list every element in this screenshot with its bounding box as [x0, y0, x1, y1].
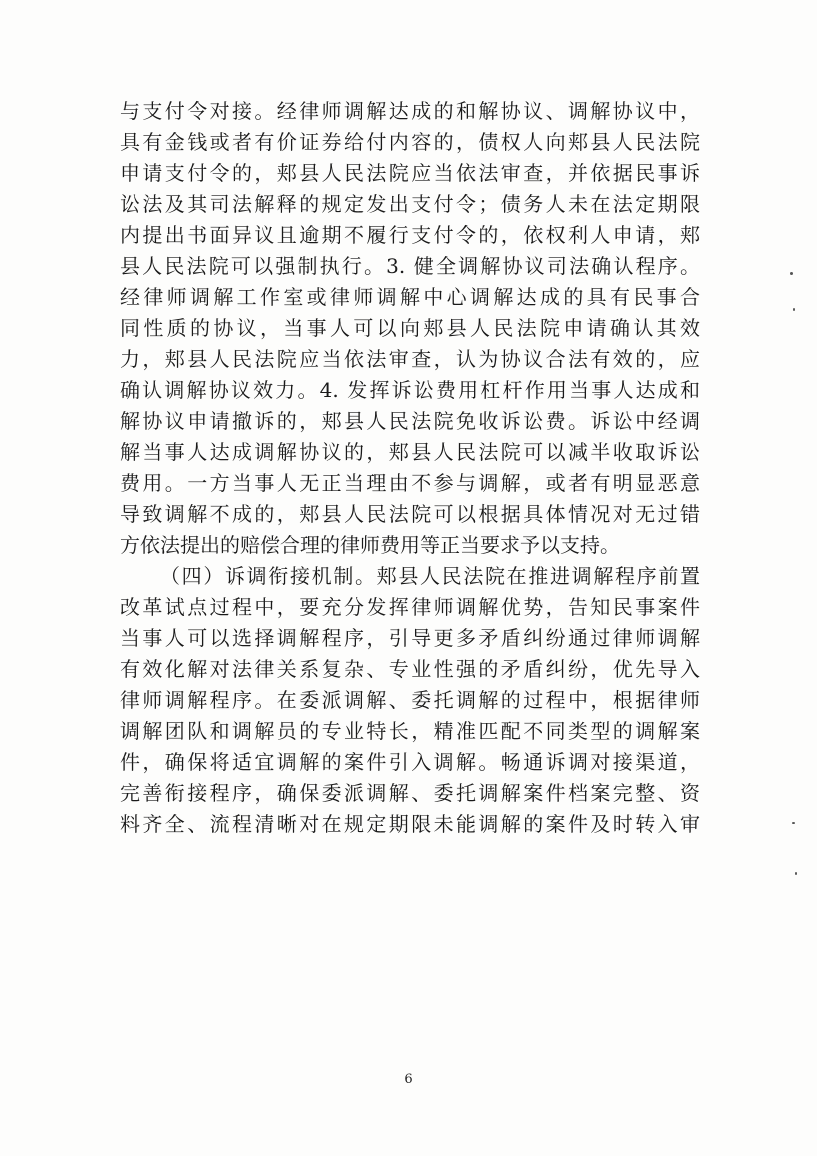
- text-line: 力，郏县人民法院应当依法审查，认为协议合法有效的，应: [120, 347, 700, 371]
- text-line: 解协议申请撤诉的，郏县人民法院免收诉讼费。诉讼中经调: [120, 409, 700, 433]
- text-line: 有效化解对法律关系复杂、专业性强的矛盾纠纷，优先导入: [120, 657, 700, 681]
- text-line: 确认调解协议效力。4. 发挥诉讼费用杠杆作用当事人达成和: [120, 378, 700, 402]
- text-line: 改革试点过程中，要充分发挥律师调解优势，告知民事案件: [120, 595, 700, 619]
- scan-speck: [790, 272, 793, 275]
- text-line: 县人民法院可以强制执行。3. 健全调解协议司法确认程序。: [120, 254, 700, 278]
- text-line: 完善衔接程序，确保委派调解、委托调解案件档案完整、资: [120, 781, 700, 805]
- text-line: 内提出书面异议且逾期不履行支付令的，依权利人申请，郏: [120, 223, 700, 247]
- text-line: 经律师调解工作室或律师调解中心调解达成的具有民事合: [120, 285, 700, 309]
- text-line: 与支付令对接。经律师调解达成的和解协议、调解协议中，: [120, 99, 700, 123]
- text-line: 申请支付令的，郏县人民法院应当依法审查，并依据民事诉: [120, 161, 700, 185]
- page-number: 6: [404, 1072, 413, 1087]
- body-text: [120, 96, 700, 840]
- text-line: 讼法及其司法解释的规定发出支付令；债务人未在法定期限: [120, 192, 700, 216]
- text-line: 解当事人达成调解协议的，郏县人民法院可以减半收取诉讼: [120, 440, 700, 464]
- text-line: 调解团队和调解员的专业特长，精准匹配不同类型的调解案: [120, 719, 700, 743]
- scan-speck: [792, 822, 795, 824]
- text-line: 件，确保将适宜调解的案件引入调解。畅通诉调对接渠道，: [120, 750, 700, 774]
- section-heading-line: （四）诉调衔接机制。郏县人民法院在推进调解程序前置: [160, 564, 700, 588]
- text-line: 导致调解不成的，郏县人民法院可以根据具体情况对无过错: [120, 502, 700, 526]
- text-line: 费用。一方当事人无正当理由不参与调解，或者有明显恶意: [120, 471, 700, 495]
- text-line: 同性质的协议，当事人可以向郏县人民法院申请确认其效: [120, 316, 700, 340]
- text-line: 律师调解程序。在委派调解、委托调解的过程中，根据律师: [120, 688, 700, 712]
- text-line: 当事人可以选择调解程序，引导更多矛盾纠纷通过律师调解: [120, 626, 700, 650]
- text-line: 方依法提出的赔偿合理的律师费用等正当要求予以支持。: [120, 533, 620, 557]
- scan-speck: [795, 872, 797, 875]
- text-line: 具有金钱或者有价证券给付内容的，债权人向郏县人民法院: [120, 130, 700, 154]
- text-line: 料齐全、流程清晰对在规定期限未能调解的案件及时转入审: [120, 812, 700, 836]
- scan-speck: [793, 308, 795, 311]
